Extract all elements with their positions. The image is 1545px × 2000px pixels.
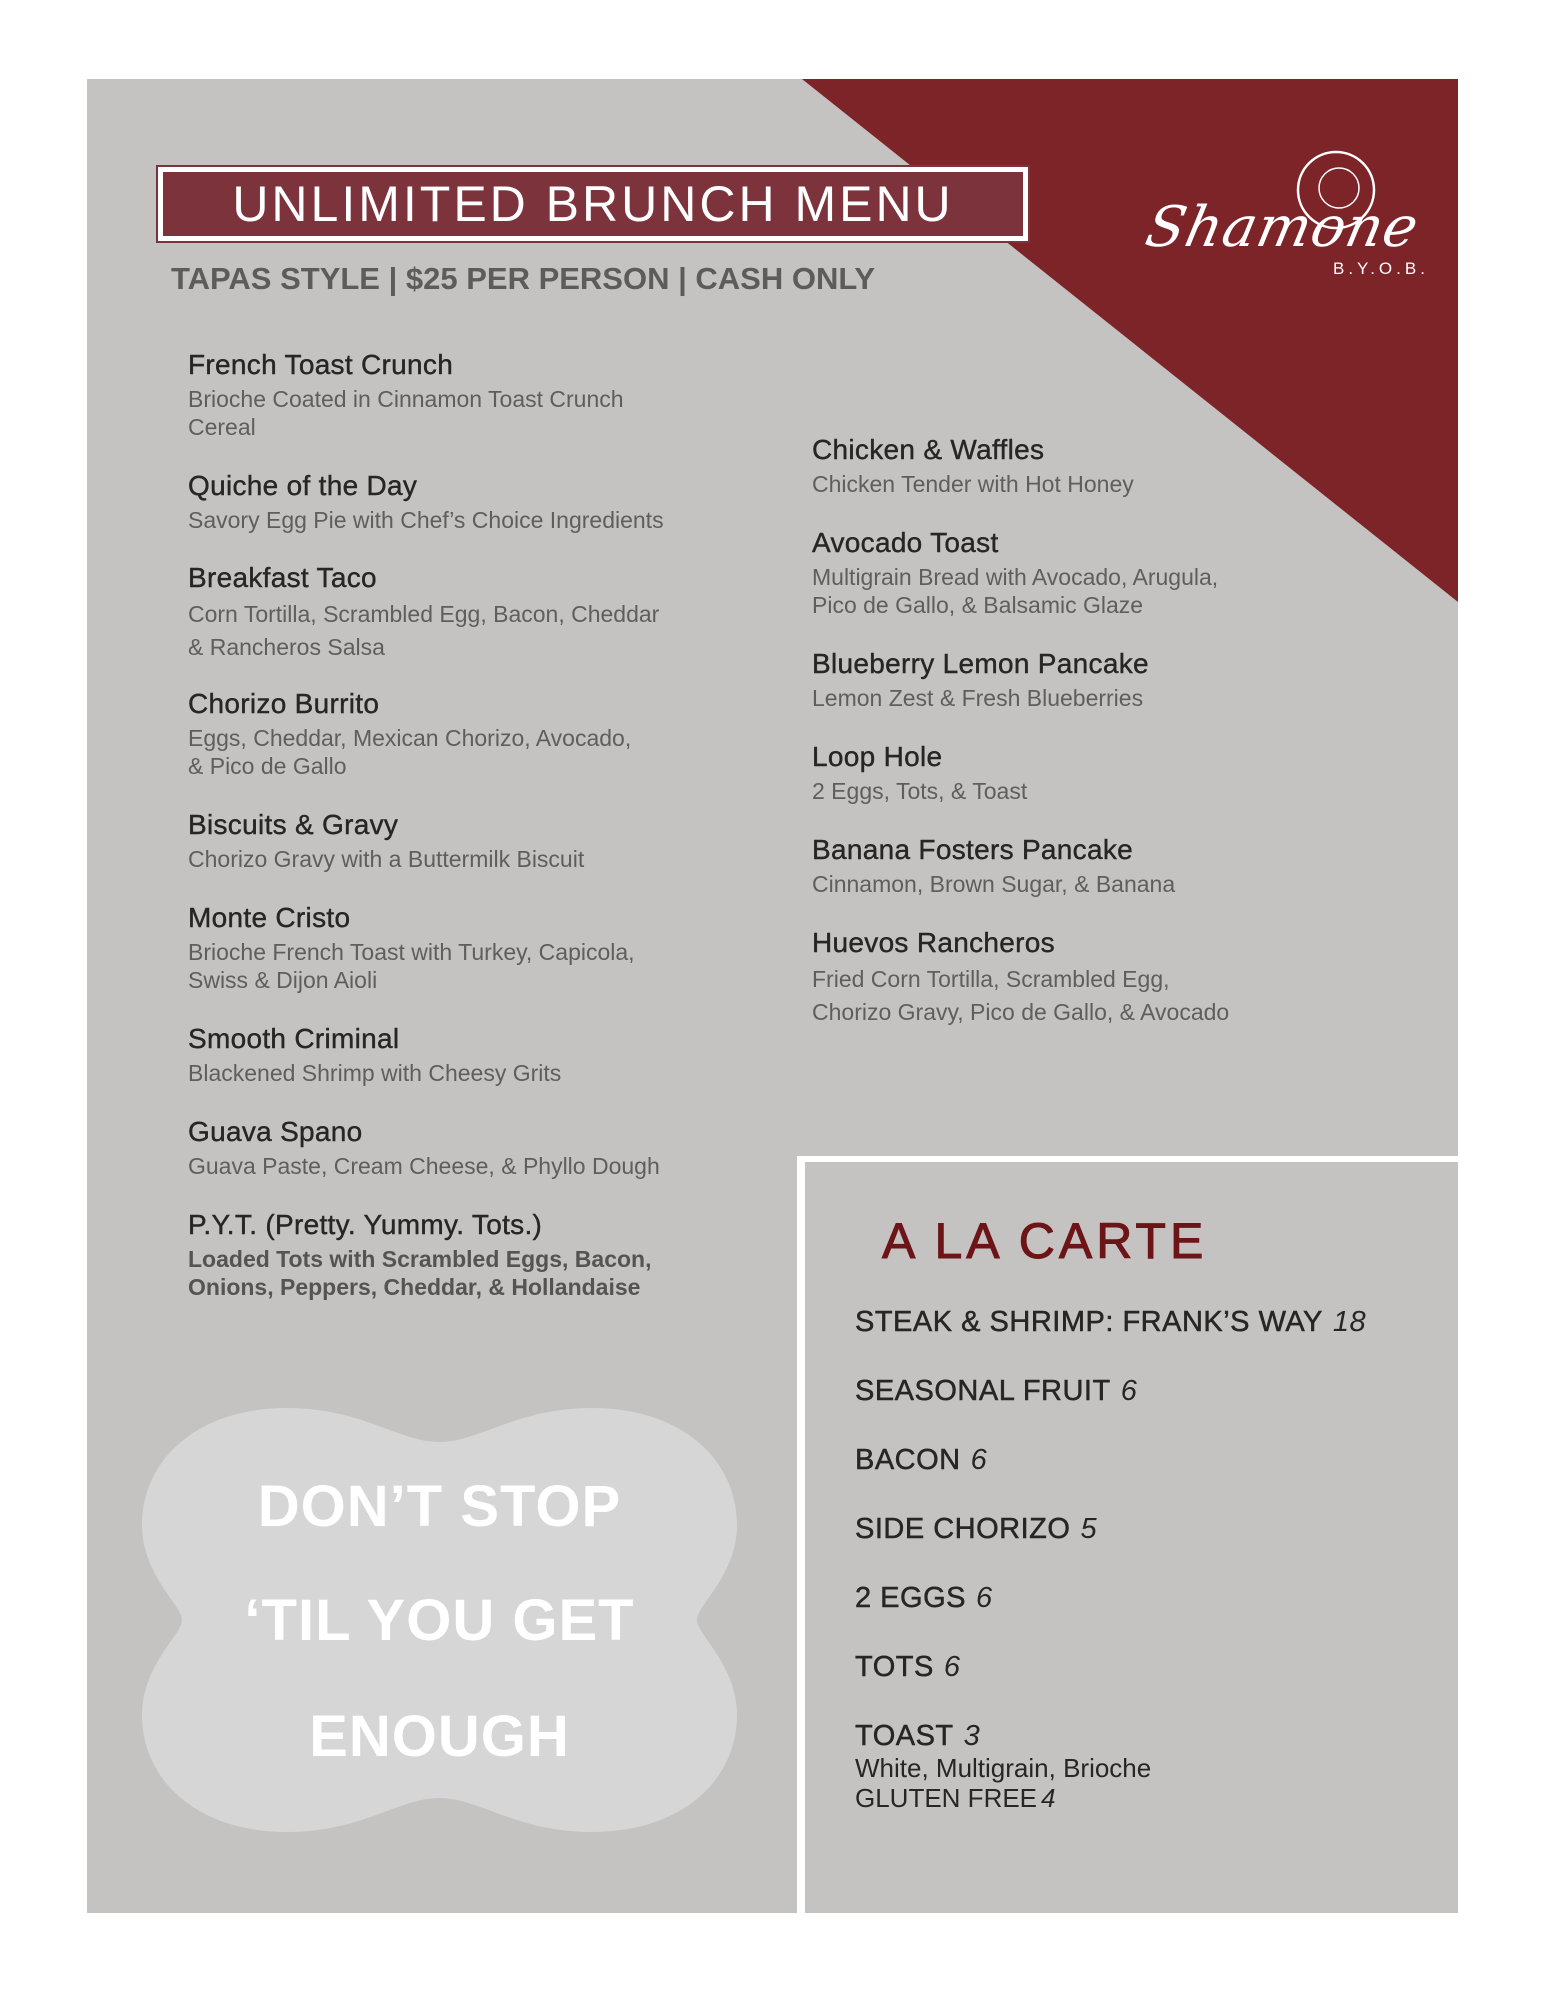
menu-item bbox=[812, 927, 1372, 1029]
slogan-line-1: DON’T STOP bbox=[257, 1474, 622, 1539]
page-title: UNLIMITED BRUNCH MENU bbox=[232, 176, 954, 232]
menu-item bbox=[188, 809, 748, 873]
item-name: Avocado Toast bbox=[812, 527, 999, 558]
list-item bbox=[855, 1444, 1455, 1513]
a-la-carte-section bbox=[797, 1156, 1458, 1913]
item-description: Chorizo Gravy with a Buttermilk Biscuit bbox=[188, 846, 585, 872]
item-description: Blackened Shrimp with Cheesy Grits bbox=[188, 1060, 562, 1086]
menu-item bbox=[188, 1116, 748, 1180]
restaurant-logo bbox=[1137, 133, 1437, 293]
menu-item bbox=[188, 470, 748, 534]
menu-item bbox=[188, 562, 748, 664]
menu-item bbox=[812, 741, 1372, 805]
menu-item bbox=[812, 834, 1372, 898]
item-name: Loop Hole bbox=[812, 741, 943, 772]
menu-item bbox=[188, 688, 748, 780]
carte-item-price: 18 bbox=[1332, 1306, 1367, 1338]
carte-item-price: 6 bbox=[970, 1444, 988, 1476]
menu-panel bbox=[87, 79, 1458, 1913]
item-description: Savory Egg Pie with Chef’s Choice Ingredients bbox=[188, 507, 664, 533]
item-name: Biscuits & Gravy bbox=[188, 809, 399, 840]
carte-item-name: 2 EGGS bbox=[855, 1582, 966, 1614]
carte-item-price: 3 bbox=[963, 1720, 981, 1752]
list-item bbox=[855, 1582, 1455, 1651]
menu-item bbox=[188, 1209, 748, 1301]
carte-item-name: SIDE CHORIZO bbox=[855, 1513, 1071, 1545]
list-item bbox=[855, 1513, 1455, 1582]
menu-column-right bbox=[812, 434, 1372, 1029]
menu-item bbox=[188, 1023, 748, 1087]
a-la-carte-list bbox=[855, 1306, 1455, 1813]
item-name: Huevos Rancheros bbox=[812, 927, 1055, 958]
carte-item-name: TOAST bbox=[855, 1720, 954, 1752]
list-item bbox=[855, 1720, 1455, 1753]
list-item bbox=[855, 1306, 1455, 1375]
item-description: Chicken Tender with Hot Honey bbox=[812, 471, 1134, 497]
slogan-line-3: ENOUGH bbox=[309, 1704, 570, 1769]
item-name: Chorizo Burrito bbox=[188, 688, 380, 719]
carte-item-name: TOTS bbox=[855, 1651, 934, 1683]
toast-options: White, Multigrain, Brioche bbox=[855, 1753, 1152, 1783]
item-description: Loaded Tots with Scrambled Eggs, Bacon, Onions, Peppers, Cheddar, & Hollandaise bbox=[188, 1246, 652, 1300]
a-la-carte-title: A LA CARTE bbox=[882, 1213, 1208, 1269]
carte-item-price: 5 bbox=[1080, 1513, 1098, 1545]
item-description: 2 Eggs, Tots, & Toast bbox=[812, 778, 1028, 804]
item-description: Fried Corn Tortilla, Scrambled Egg, Chorizo Gravy, Pico de Gallo, & Avocado bbox=[812, 966, 1230, 1025]
logo-byob: B.Y.O.B. bbox=[1333, 259, 1429, 278]
carte-item-price: 6 bbox=[976, 1582, 993, 1614]
carte-item-price: 6 bbox=[943, 1651, 961, 1683]
item-name: Quiche of the Day bbox=[188, 470, 418, 501]
pricing-subtitle: TAPAS STYLE | $25 PER PERSON | CASH ONLY bbox=[171, 261, 876, 296]
menu-item bbox=[812, 648, 1372, 712]
item-name: Guava Spano bbox=[188, 1116, 363, 1147]
carte-item-name: STEAK & SHRIMP: FRANK’S WAY bbox=[855, 1306, 1323, 1338]
carte-item-name: BACON bbox=[855, 1444, 961, 1476]
list-item bbox=[855, 1651, 1455, 1720]
item-description: Brioche French Toast with Turkey, Capicola, Swiss & Dijon Aioli bbox=[188, 939, 635, 993]
carte-item-name: SEASONAL FRUIT bbox=[855, 1375, 1111, 1407]
item-name: P.Y.T. (Pretty. Yummy. Tots.) bbox=[188, 1209, 543, 1240]
menu-column-left bbox=[188, 349, 748, 1301]
item-name: Breakfast Taco bbox=[188, 562, 377, 593]
menu-item bbox=[188, 349, 748, 441]
gluten-free-label: GLUTEN FREE bbox=[855, 1783, 1038, 1813]
item-description: Cinnamon, Brown Sugar, & Banana bbox=[812, 871, 1176, 897]
item-name: Banana Fosters Pancake bbox=[812, 834, 1134, 865]
slogan-line-2: ‘TIL YOU GET bbox=[244, 1588, 635, 1653]
menu-item bbox=[188, 902, 748, 994]
logo-script: Shamone bbox=[1140, 195, 1425, 260]
item-name: Blueberry Lemon Pancake bbox=[812, 648, 1149, 679]
item-description: Brioche Coated in Cinnamon Toast Crunch Cereal bbox=[188, 386, 624, 440]
menu-item bbox=[812, 434, 1372, 498]
gluten-free-option bbox=[855, 1783, 1455, 1813]
menu-item bbox=[812, 527, 1372, 619]
item-name: French Toast Crunch bbox=[188, 349, 454, 380]
carte-item-price: 6 bbox=[1120, 1375, 1138, 1407]
title-banner bbox=[158, 167, 1028, 241]
item-name: Chicken & Waffles bbox=[812, 434, 1045, 465]
list-item bbox=[855, 1375, 1455, 1444]
item-name: Monte Cristo bbox=[188, 902, 351, 933]
item-description: Lemon Zest & Fresh Blueberries bbox=[812, 685, 1144, 711]
item-name: Smooth Criminal bbox=[188, 1023, 400, 1054]
item-description: Corn Tortilla, Scrambled Egg, Bacon, Cheddar & Rancheros Salsa bbox=[188, 601, 660, 660]
item-description: Guava Paste, Cream Cheese, & Phyllo Dough bbox=[188, 1153, 660, 1179]
item-description: Eggs, Cheddar, Mexican Chorizo, Avocado, & Pico de Gallo bbox=[188, 725, 632, 779]
gluten-free-price: 4 bbox=[1041, 1783, 1056, 1813]
item-description: Multigrain Bread with Avocado, Arugula, Pico de Gallo, & Balsamic Glaze bbox=[812, 564, 1219, 618]
